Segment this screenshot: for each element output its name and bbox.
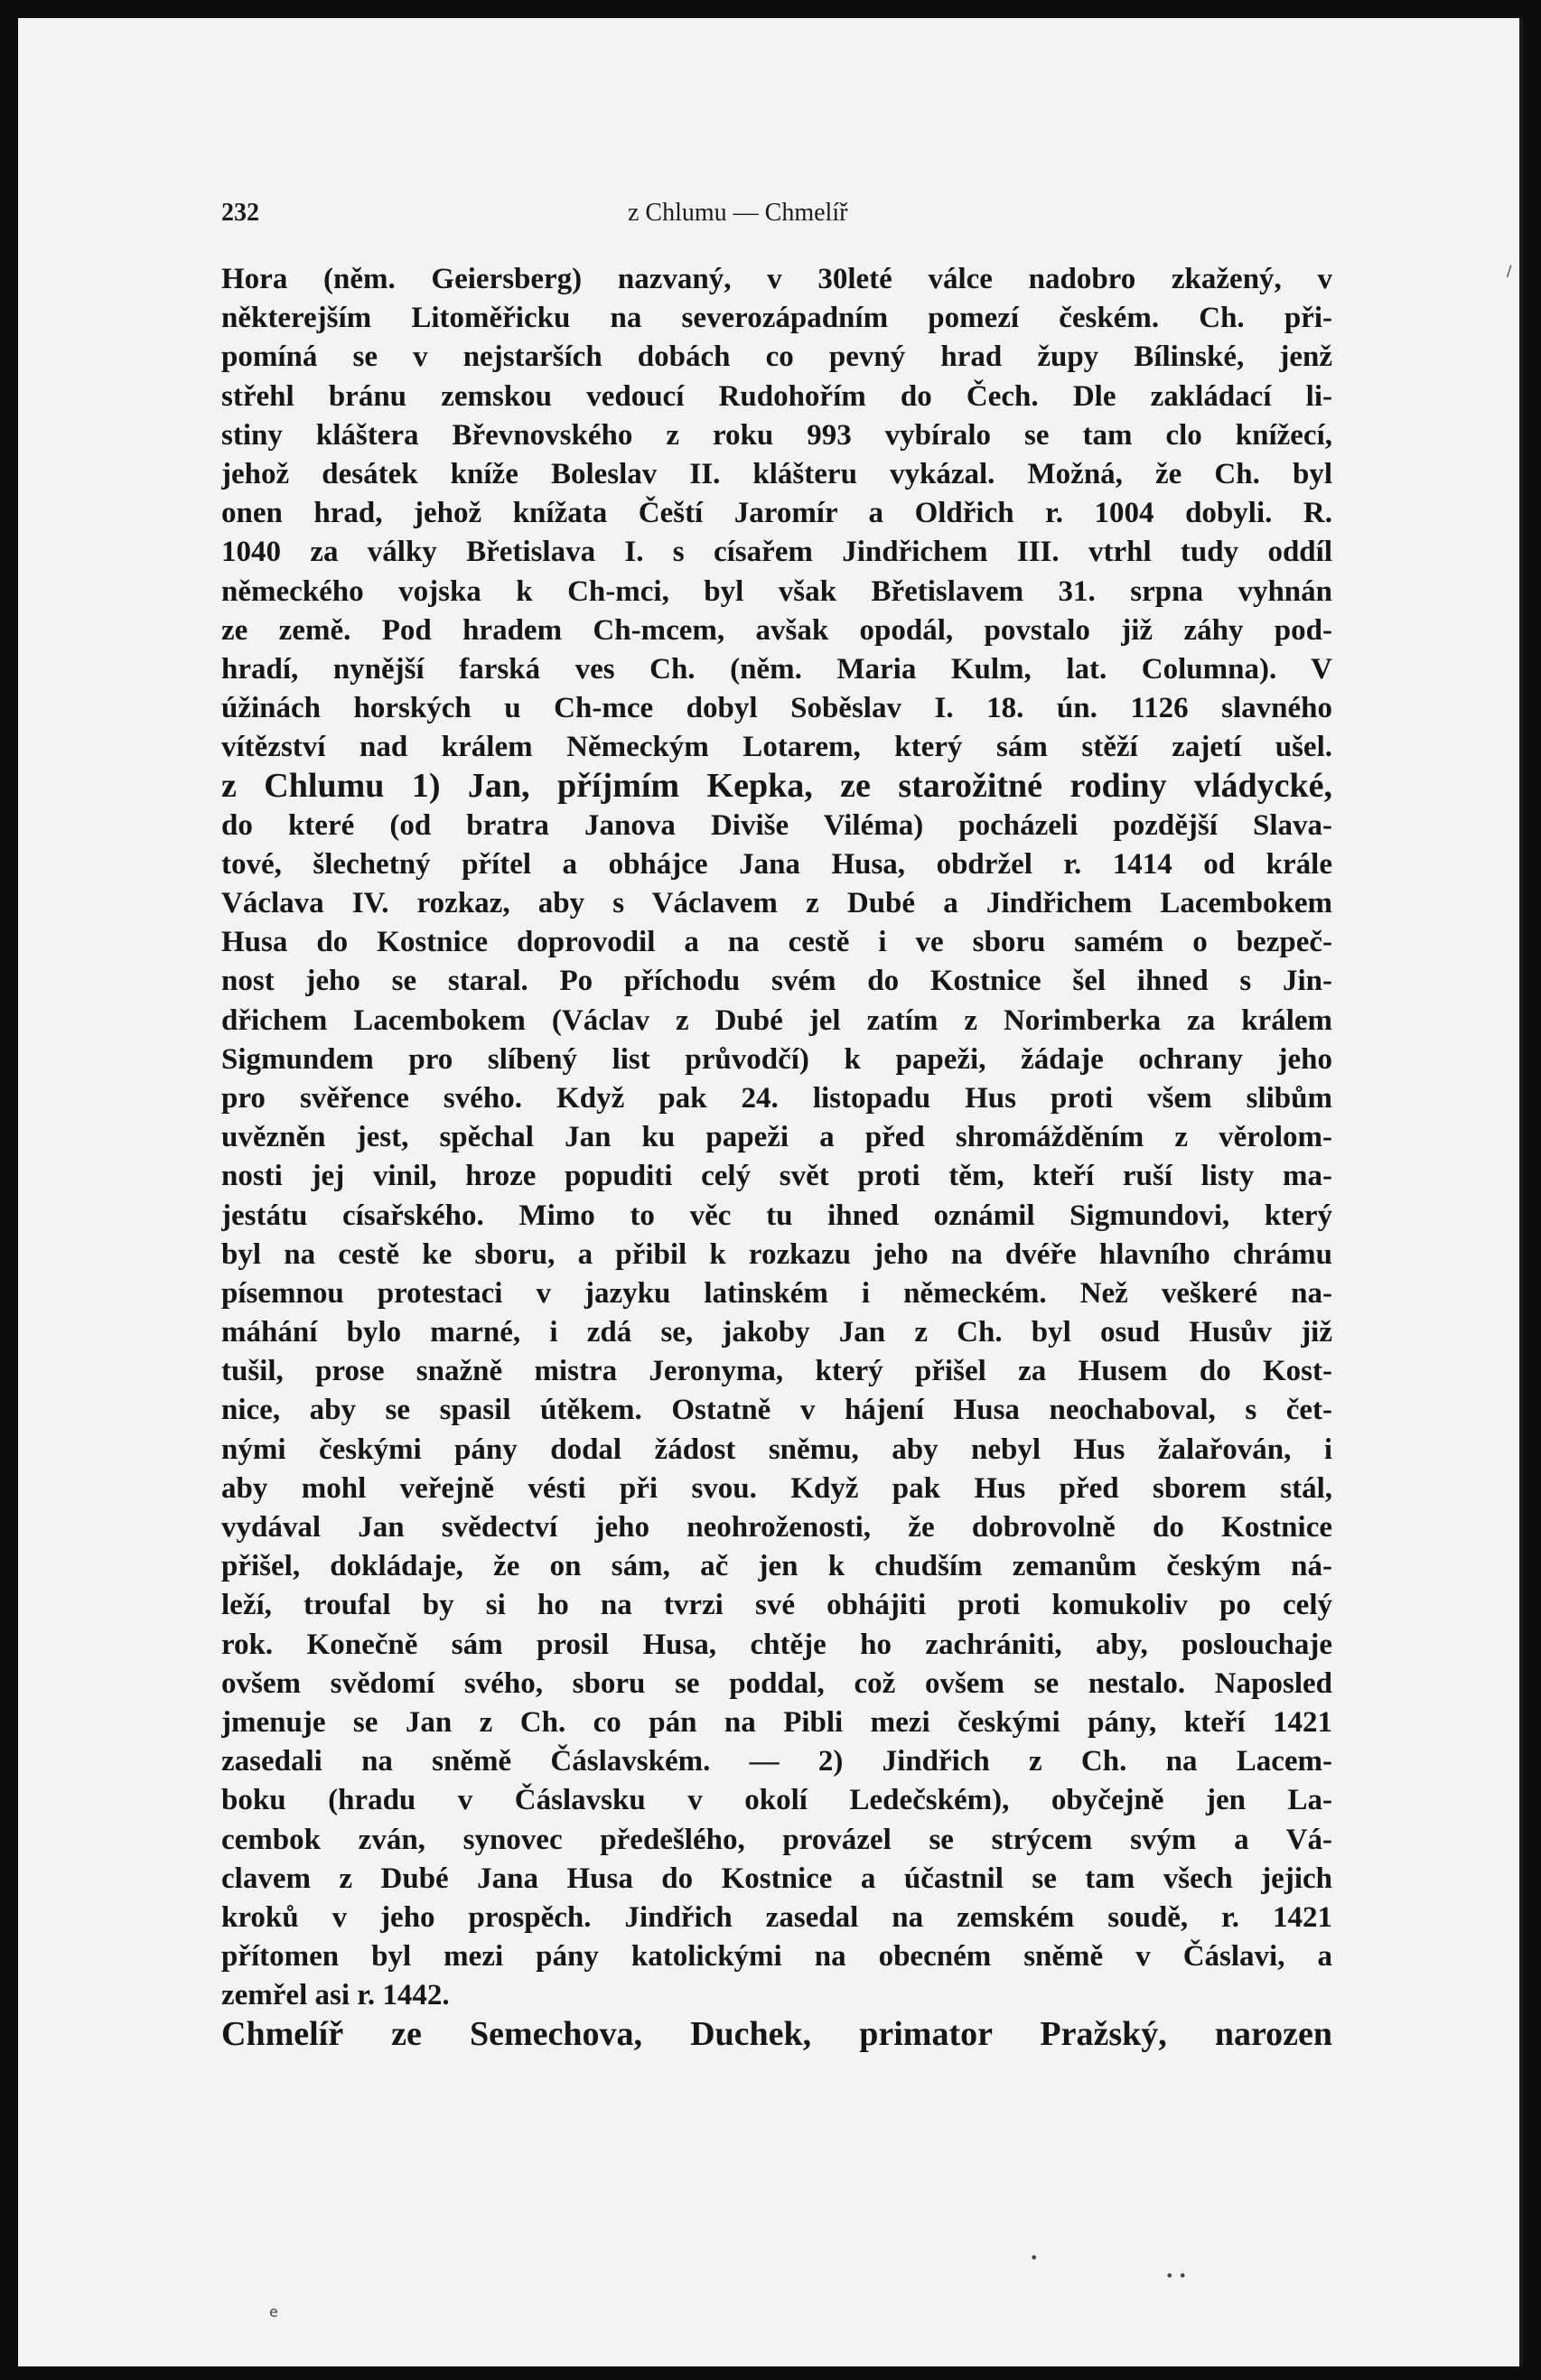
text-line: onen hrad, jehož knížata Čeští Jaromír a Oldřich r. 1004 dobyli. R. bbox=[221, 497, 1332, 530]
text-line: písemnou protestaci v jazyku latinském i německém. Než veškeré na- bbox=[221, 1276, 1332, 1310]
running-title: z Chlumu — Chmelíř bbox=[628, 199, 848, 227]
text-line: byl na cestě ke sboru, a přibil k rozkazu jeho na dvéře hlavního chrámu bbox=[221, 1237, 1332, 1271]
text-line: jmenuje se Jan z Ch. co pán na Pibli mezi českými pány, kteří 1421 bbox=[221, 1705, 1332, 1739]
text-line: do které (od bratra Janova Diviše Viléma) pocházeli pozdější Slava- bbox=[221, 808, 1332, 842]
text-line: Václava IV. rozkaz, aby s Václavem z Dubé a Jindřichem Lacembokem bbox=[221, 887, 1332, 919]
text-line: jehož desátek kníže Boleslav II. klášteru vykázal. Možná, že Ch. byl bbox=[221, 457, 1332, 490]
print-speck: e bbox=[269, 2303, 278, 2320]
text-line: nosti jej vinil, hroze popuditi celý svět proti těm, kteří ruší listy ma- bbox=[221, 1160, 1332, 1193]
text-line: Sigmundem pro slíbený list průvodčí) k papeži, žádaje ochrany jeho bbox=[221, 1042, 1332, 1076]
text-line: pro svěřence svého. Když pak 24. listopadu Hus proti všem slibům bbox=[221, 1081, 1332, 1115]
text-line: clavem z Dubé Jana Husa do Kostnice a účastnil se tam všech jejich bbox=[221, 1862, 1332, 1895]
running-head bbox=[221, 199, 1134, 235]
text-line: některejším Litoměřicku na severozápadním pomezí českém. Ch. při- bbox=[221, 302, 1332, 335]
text-line: nice, aby se spasil útěkem. Ostatně v hájení Husa neochaboval, s čet- bbox=[221, 1394, 1332, 1427]
text-line: dřichem Lacembokem (Václav z Dubé jel zatím z Norimberka za králem bbox=[221, 1003, 1332, 1037]
text-line: vítězství nad králem Německým Lotarem, který sám stěží zajetí ušel. bbox=[221, 731, 1332, 764]
text-line: hradí, nynější farská ves Ch. (něm. Maria Kulm, lat. Columna). V bbox=[221, 652, 1332, 686]
print-speck: / bbox=[1507, 262, 1512, 279]
text-line: aby mohl veřejně vésti při svou. Když pak Hus před sborem stál, bbox=[221, 1471, 1332, 1505]
text-line: vydával Jan svědectví jeho neohroženosti, že dobrovolně do Kostnice bbox=[221, 1511, 1332, 1544]
text-line: boku (hradu v Čáslavsku v okolí Ledečském), obyčejně jen La- bbox=[221, 1784, 1332, 1817]
text-line: ze země. Pod hradem Ch-mcem, avšak opodál, povstalo již záhy pod- bbox=[221, 613, 1332, 647]
text-line: Hora (něm. Geiersberg) nazvaný, v 30leté válce nadobro zkažený, v bbox=[221, 263, 1332, 295]
text-line: 1040 za války Břetislava I. s císařem Jindřichem III. vtrhl tudy oddíl bbox=[221, 536, 1332, 569]
text-line: střehl bránu zemskou vedoucí Rudohořím do Čech. Dle zakládací li- bbox=[221, 379, 1332, 413]
text-line: stiny kláštera Břevnovského z roku 993 vybíralo se tam clo knížecí, bbox=[221, 418, 1332, 452]
document-page bbox=[18, 18, 1523, 2366]
text-line: nými českými pány dodal žádost sněmu, aby nebyl Hus žalařován, i bbox=[221, 1433, 1332, 1466]
text-line: leží, troufal by si ho na tvrzi své obhájiti proti komukoliv po celý bbox=[221, 1589, 1332, 1622]
print-speck: • • bbox=[1165, 2267, 1187, 2284]
text-line: ovšem svědomí svého, sboru se poddal, což ovšem se nestalo. Naposled bbox=[221, 1666, 1332, 1700]
text-line: Chmelíř ze Semechova, Duchek, primator Pražský, narozen bbox=[221, 2015, 1332, 2054]
text-line: německého vojska k Ch-mci, byl však Břetislavem 31. srpna vyhnán bbox=[221, 574, 1332, 608]
text-line: rok. Konečně sám prosil Husa, chtěje ho zachrániti, aby, poslouchaje bbox=[221, 1628, 1332, 1661]
text-line: úžinách horských u Ch-mce dobyl Soběslav I. 18. ún. 1126 slavného bbox=[221, 692, 1332, 725]
text-line: jestátu císařského. Mimo to věc tu ihned oznámil Sigmundovi, který bbox=[221, 1199, 1332, 1232]
text-line: Husa do Kostnice doprovodil a na cestě i ve sboru samém o bezpeč- bbox=[221, 926, 1332, 959]
body-text bbox=[221, 260, 1332, 2055]
text-line: uvězněn jest, spěchal Jan ku papeži a před shromážděním z věrolom- bbox=[221, 1121, 1332, 1154]
text-line: tušil, prose snažně mistra Jeronyma, který přišel za Husem do Kost- bbox=[221, 1355, 1332, 1388]
text-line: cembok zván, synovec předešlého, provázel se strýcem svým a Vá- bbox=[221, 1823, 1332, 1856]
text-line: kroků v jeho prospěch. Jindřich zasedal na zemském soudě, r. 1421 bbox=[221, 1900, 1332, 1934]
text-line: zasedali na sněmě Čáslavském. — 2) Jindřich z Ch. na Lacem- bbox=[221, 1745, 1332, 1778]
text-line: z Chlumu 1) Jan, příjmím Kepka, ze starožitné rodiny vládycké, bbox=[221, 767, 1332, 806]
text-line: zemřel asi r. 1442. bbox=[221, 1979, 450, 2012]
text-line: pomíná se v nejstarších dobách co pevný hrad župy Bílinské, jenž bbox=[221, 341, 1332, 374]
print-speck: • bbox=[1030, 2249, 1039, 2266]
text-line: nost jeho se staral. Po příchodu svém do Kostnice šel ihned s Jin- bbox=[221, 965, 1332, 998]
text-line: přítomen byl mezi pány katolickými na obecném sněmě v Čáslavi, a bbox=[221, 1940, 1332, 1974]
text-line: máhání bylo marné, i zdá se, jakoby Jan z Ch. byl osud Husův již bbox=[221, 1316, 1332, 1349]
text-line: přišel, dokládaje, že on sám, ač jen k chudším zemanům českým ná- bbox=[221, 1550, 1332, 1583]
text-line: tové, šlechetný přítel a obhájce Jana Husa, obdržel r. 1414 od krále bbox=[221, 847, 1332, 881]
page-number: 232 bbox=[221, 199, 259, 227]
